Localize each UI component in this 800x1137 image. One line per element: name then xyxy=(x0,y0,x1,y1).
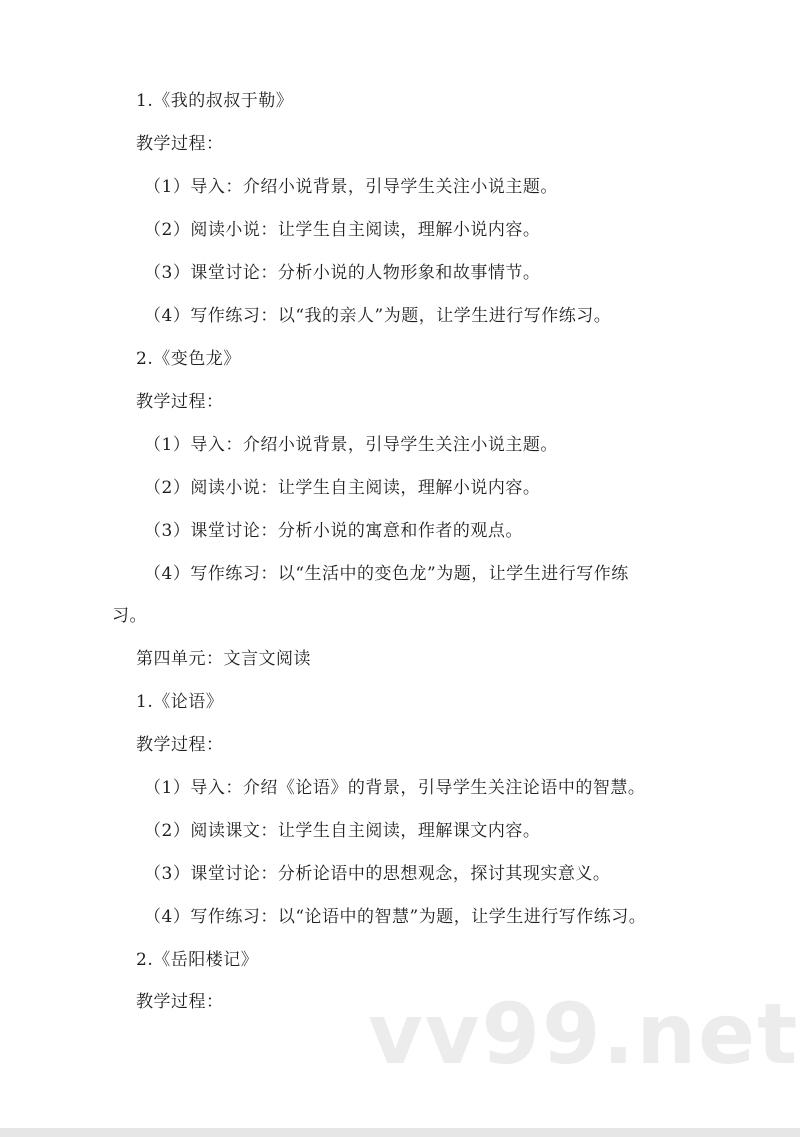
item-heading: 2.《变色龙》 xyxy=(136,349,241,369)
step-line: （1）导入：介绍小说背景，引导学生关注小说主题。 xyxy=(144,435,558,455)
section-label: 教学过程： xyxy=(136,735,224,755)
watermark: vv99.net xyxy=(368,985,800,1083)
step-line: （4）写作练习：以“生活中的变色龙”为题，让学生进行写作练 xyxy=(144,564,629,584)
step-line: （1）导入：介绍小说背景，引导学生关注小说主题。 xyxy=(144,177,558,197)
step-line-continuation: 习。 xyxy=(112,606,147,626)
section-label: 教学过程： xyxy=(136,392,224,412)
step-line: （2）阅读小说：让学生自主阅读，理解小说内容。 xyxy=(144,220,541,240)
step-line: （3）课堂讨论：分析论语中的思想观念，探讨其现实意义。 xyxy=(144,864,611,884)
step-line: （4）写作练习：以“我的亲人”为题，让学生进行写作练习。 xyxy=(144,306,612,326)
item-heading: 1.《我的叔叔于勒》 xyxy=(136,91,294,111)
step-line: （2）阅读课文：让学生自主阅读，理解课文内容。 xyxy=(144,821,541,841)
page-bottom-edge xyxy=(0,1128,800,1137)
section-label: 教学过程： xyxy=(136,134,224,154)
section-label: 教学过程： xyxy=(136,992,224,1012)
unit-heading: 第四单元：文言文阅读 xyxy=(136,649,311,669)
step-line: （2）阅读小说：让学生自主阅读，理解小说内容。 xyxy=(144,478,541,498)
step-line: （3）课堂讨论：分析小说的人物形象和故事情节。 xyxy=(144,263,541,283)
step-line: （4）写作练习：以“论语中的智慧”为题，让学生进行写作练习。 xyxy=(144,907,647,927)
item-heading: 2.《岳阳楼记》 xyxy=(136,950,259,970)
step-line: （3）课堂讨论：分析小说的寓意和作者的观点。 xyxy=(144,521,523,541)
item-heading: 1.《论语》 xyxy=(136,692,224,712)
step-line: （1）导入：介绍《论语》的背景，引导学生关注论语中的智慧。 xyxy=(144,778,646,798)
